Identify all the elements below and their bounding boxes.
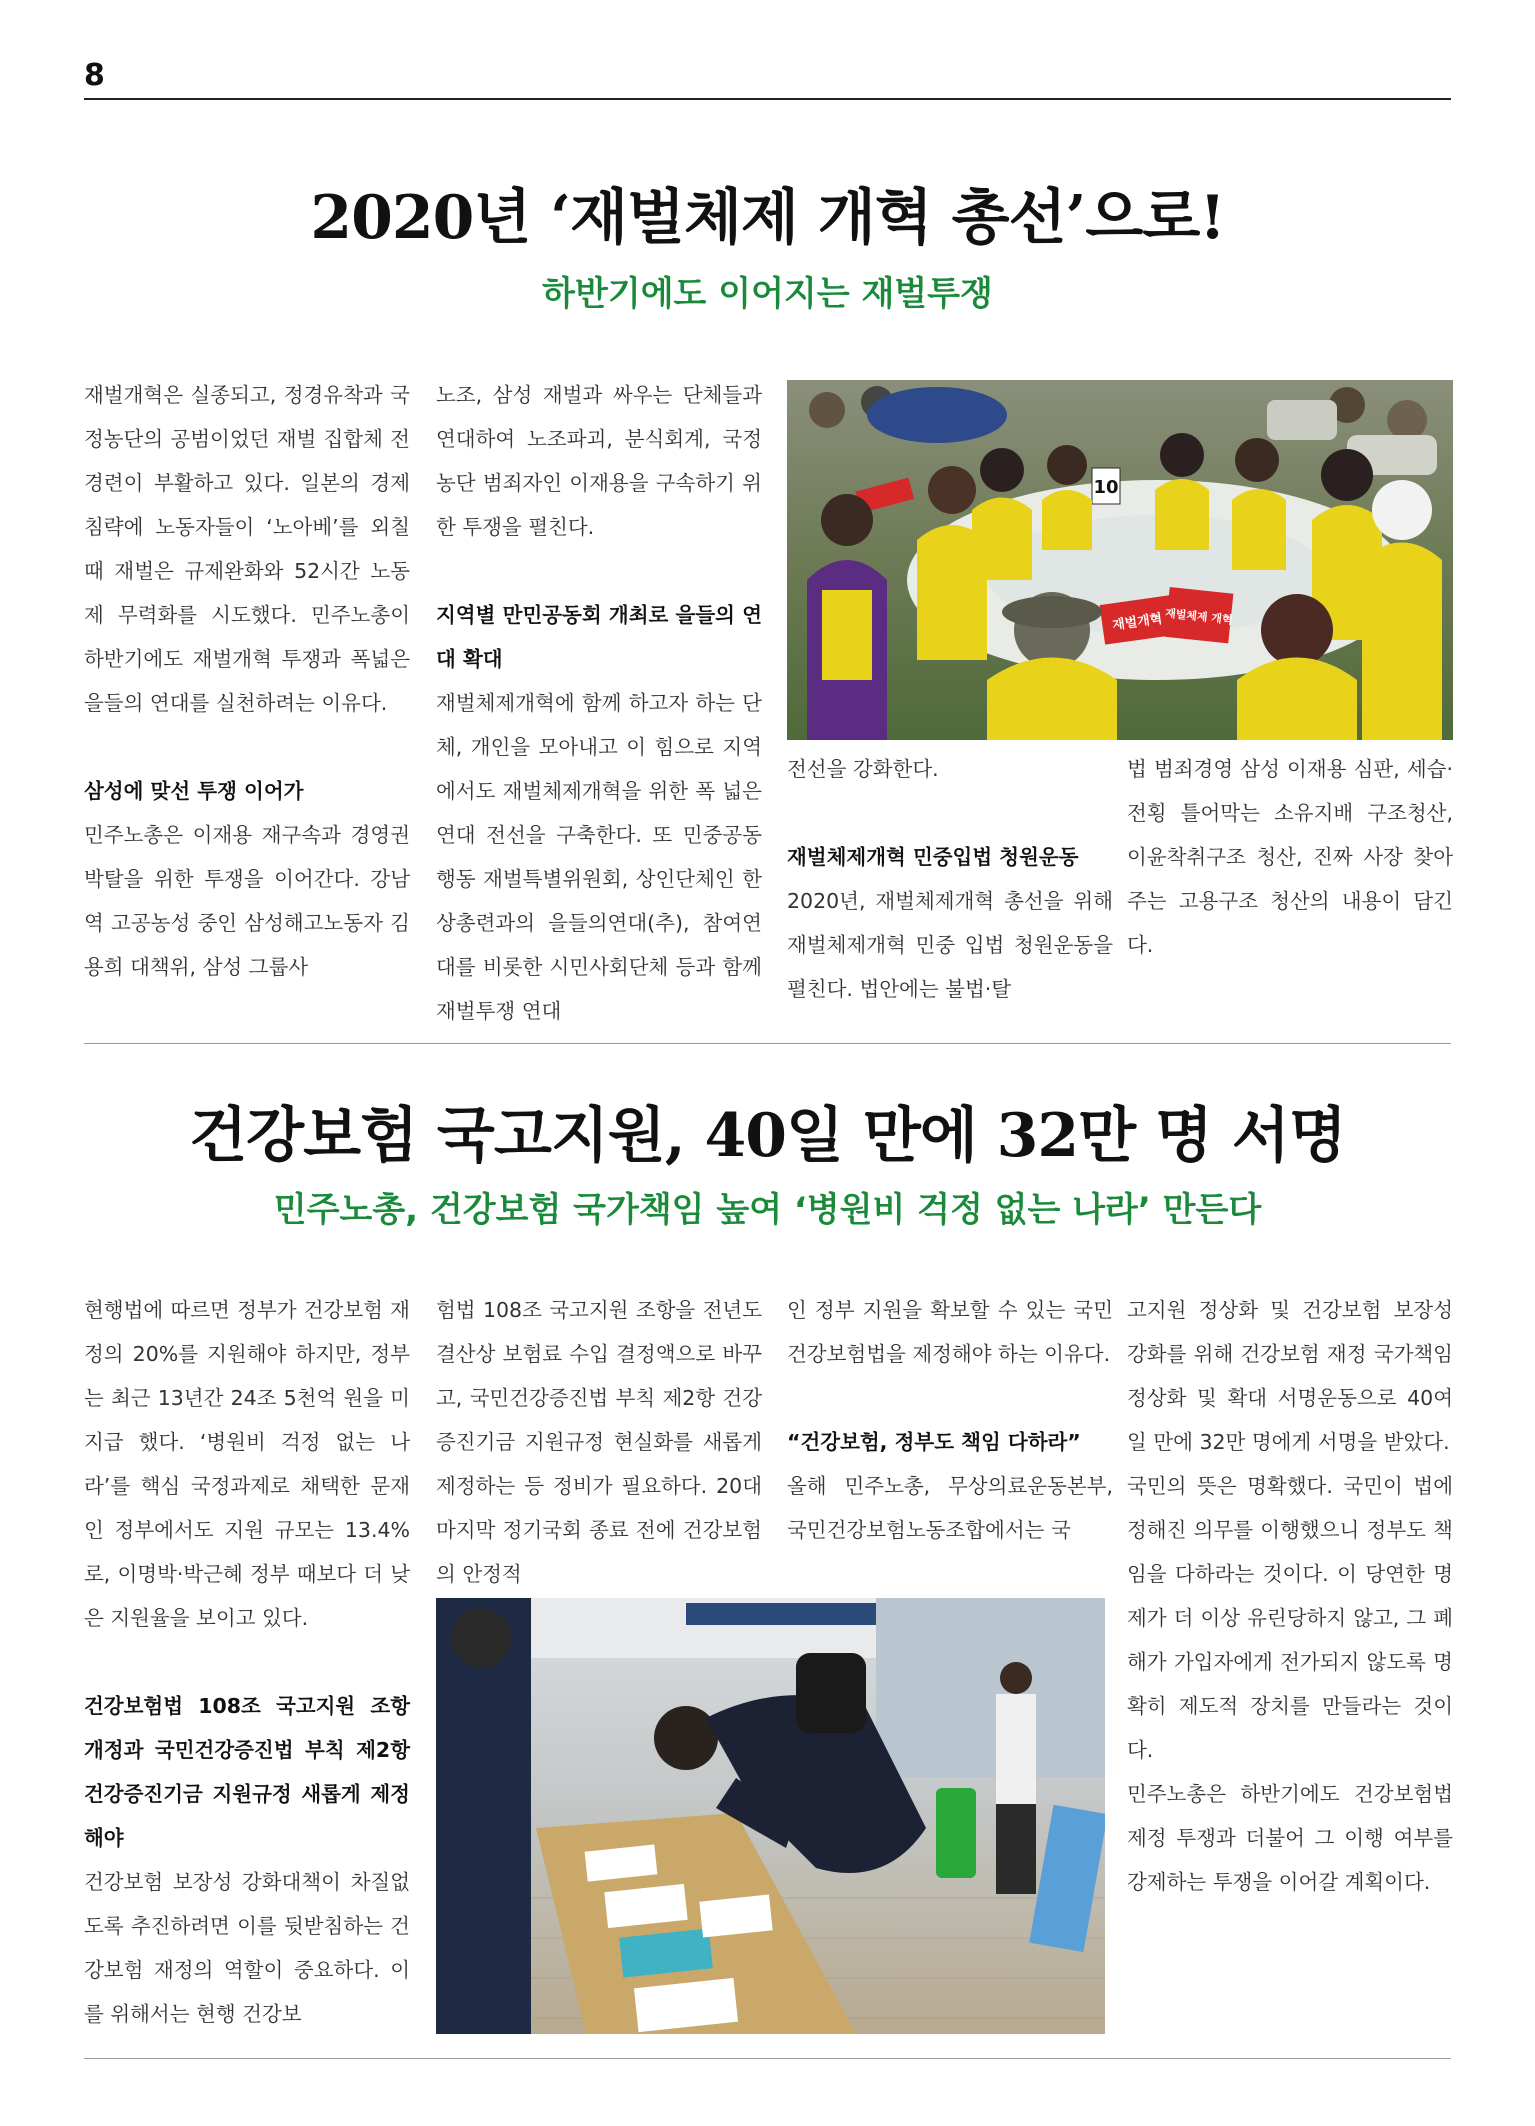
article2-column-2 bbox=[436, 1288, 762, 1596]
sign-text-2: 재벌체제 개혁 bbox=[1164, 606, 1234, 627]
article2-col3-body2: 올해 민주노총, 무상의료운동본부, 국민건강보험노동조합에서는 국 bbox=[787, 1474, 1113, 1542]
article1-column-2 bbox=[436, 373, 762, 1033]
article2-heading-law: 건강보험법 108조 국고지원 조항 개정과 국민건강증진법 부칙 제2항 건강증진기금 지원규정 새롭게 제정해야 bbox=[84, 1694, 410, 1850]
article2-column-1 bbox=[84, 1288, 410, 2036]
article2-column-4 bbox=[1127, 1288, 1453, 1904]
petition-signing-image bbox=[436, 1598, 1105, 2034]
article2-heading-government: “건강보험, 정부도 책임 다하라” bbox=[787, 1430, 1081, 1454]
article2-col2-body: 험법 108조 국고지원 조항을 전년도 결산상 보험료 수입 결정액으로 바꾸고, 국민건강증진법 부칙 제2항 건강증진기금 지원규정 현실화를 새롭게 제정하는 등 정비가 필요하다. 20대 마지막 정기국회 종료 전에 건강보험의 안정적 bbox=[436, 1298, 762, 1586]
article2-col3-body1: 인 정부 지원을 확보할 수 있는 국민건강보험법을 제정해야 하는 이유다. bbox=[787, 1298, 1113, 1366]
article1-headline: 2020년 ‘재벌체제 개혁 총선’으로! bbox=[310, 183, 1225, 253]
article1-col3-body1: 전선을 강화한다. bbox=[787, 757, 939, 781]
article1-subheadline: 하반기에도 이어지는 재벌투쟁 bbox=[542, 274, 993, 314]
article2-col1-body2: 건강보험 보장성 강화대책이 차질없도록 추진하려면 이를 뒷받침하는 건강보험 재정의 역할이 중요하다. 이를 위해서는 현행 건강보 bbox=[84, 1870, 410, 2026]
round-table-meeting-image bbox=[787, 380, 1453, 740]
article1-col3-body2: 2020년, 재벌체제개혁 총선을 위해 재벌체제개혁 민중 입법 청원운동을 펼친다. 법안에는 불법·탈 bbox=[787, 889, 1113, 1001]
article1-column-4 bbox=[1127, 747, 1453, 967]
article2-photo bbox=[436, 1598, 1105, 2034]
article2-subheadline: 민주노총, 건강보험 국가책임 높여 ‘병원비 걱정 없는 나라’ 만든다 bbox=[273, 1190, 1262, 1230]
article1-column-1 bbox=[84, 373, 410, 989]
article2-column-3 bbox=[787, 1288, 1113, 1552]
article1-heading-samsung: 삼성에 맞선 투쟁 이어가 bbox=[84, 779, 304, 803]
article2-col1-body1: 현행법에 따르면 정부가 건강보험 재정의 20%를 지원해야 하지만, 정부는 최근 13년간 24조 5천억 원을 미지급 했다. ‘병원비 걱정 없는 나라’를 핵심 국정과제로 채택한 문재인 정부에서도 지원 규모는 13.4%로, 이명박·박근혜 정부 때보다 더 낮은 지원율을 보이고 있다. bbox=[84, 1298, 410, 1630]
article1-heading-regional: 지역별 만민공동회 개최로 을들의 연대 확대 bbox=[436, 603, 762, 671]
article2-col4-body2: 국민의 뜻은 명확했다. 국민이 법에 정해진 의무를 이행했으니 정부도 책임을 다하라는 것이다. 이 당연한 명제가 더 이상 유린당하지 않고, 그 폐해가 가입자에게 전가되지 않도록 명확히 제도적 장치를 만들라는 것이다. bbox=[1127, 1474, 1453, 1762]
article-divider bbox=[84, 1043, 1451, 1044]
article1-photo bbox=[787, 380, 1453, 740]
sign-text-1: 재벌개혁 bbox=[1111, 611, 1164, 634]
article2-col4-body3: 민주노총은 하반기에도 건강보험법 제정 투쟁과 더불어 그 이행 여부를 강제하는 투쟁을 이어갈 계획이다. bbox=[1127, 1782, 1453, 1894]
header-rule bbox=[84, 98, 1451, 100]
table-number-text: 10 bbox=[1093, 477, 1119, 498]
article1-heading-petition: 재벌체제개혁 민중입법 청원운동 bbox=[787, 845, 1079, 869]
page-number: 8 bbox=[84, 58, 106, 93]
article1-col2-body1: 노조, 삼성 재벌과 싸우는 단체들과 연대하여 노조파괴, 분식회계, 국정농단 범죄자인 이재용을 구속하기 위한 투쟁을 펼친다. bbox=[436, 383, 762, 539]
article1-intro: 재벌개혁은 실종되고, 정경유착과 국정농단의 공범이었던 재벌 집합체 전경련이 부활하고 있다. 일본의 경제침략에 노동자들이 ‘노아베’를 외칠 때 재벌은 규제완화와 52시간 노동제 무력화를 시도했다. 민주노총이 하반기에도 재벌개혁 투쟁과 폭넓은 을들의 연대를 실천하려는 이유다. bbox=[84, 383, 410, 715]
article1-body-samsung: 민주노총은 이재용 재구속과 경영권 박탈을 위한 투쟁을 이어간다. 강남역 고공농성 중인 삼성해고노동자 김용희 대책위, 삼성 그룹사 bbox=[84, 823, 410, 979]
article1-col4-body: 법 범죄경영 삼성 이재용 심판, 세습·전횡 틀어막는 소유지배 구조청산, 이윤착취구조 청산, 진짜 사장 찾아주는 고용구조 청산의 내용이 담긴다. bbox=[1127, 757, 1453, 957]
article2-col4-body1: 고지원 정상화 및 건강보험 보장성 강화를 위해 건강보험 재정 국가책임 정상화 및 확대 서명운동으로 40여 일 만에 32만 명에게 서명을 받았다. bbox=[1127, 1298, 1453, 1454]
article1-col2-body2: 재벌체제개혁에 함께 하고자 하는 단체, 개인을 모아내고 이 힘으로 지역에서도 재벌체제개혁을 위한 폭 넓은 연대 전선을 구축한다. 또 민중공동행동 재벌특별위원회, 상인단체인 한상총련과의 을들의연대(추), 참여연대를 비롯한 시민사회단체 등과 함께 재벌투쟁 연대 bbox=[436, 691, 762, 1023]
article1-column-3 bbox=[787, 747, 1113, 1011]
footer-rule bbox=[84, 2058, 1451, 2059]
article2-headline: 건강보험 국고지원, 40일 만에 32만 명 서명 bbox=[189, 1101, 1346, 1171]
